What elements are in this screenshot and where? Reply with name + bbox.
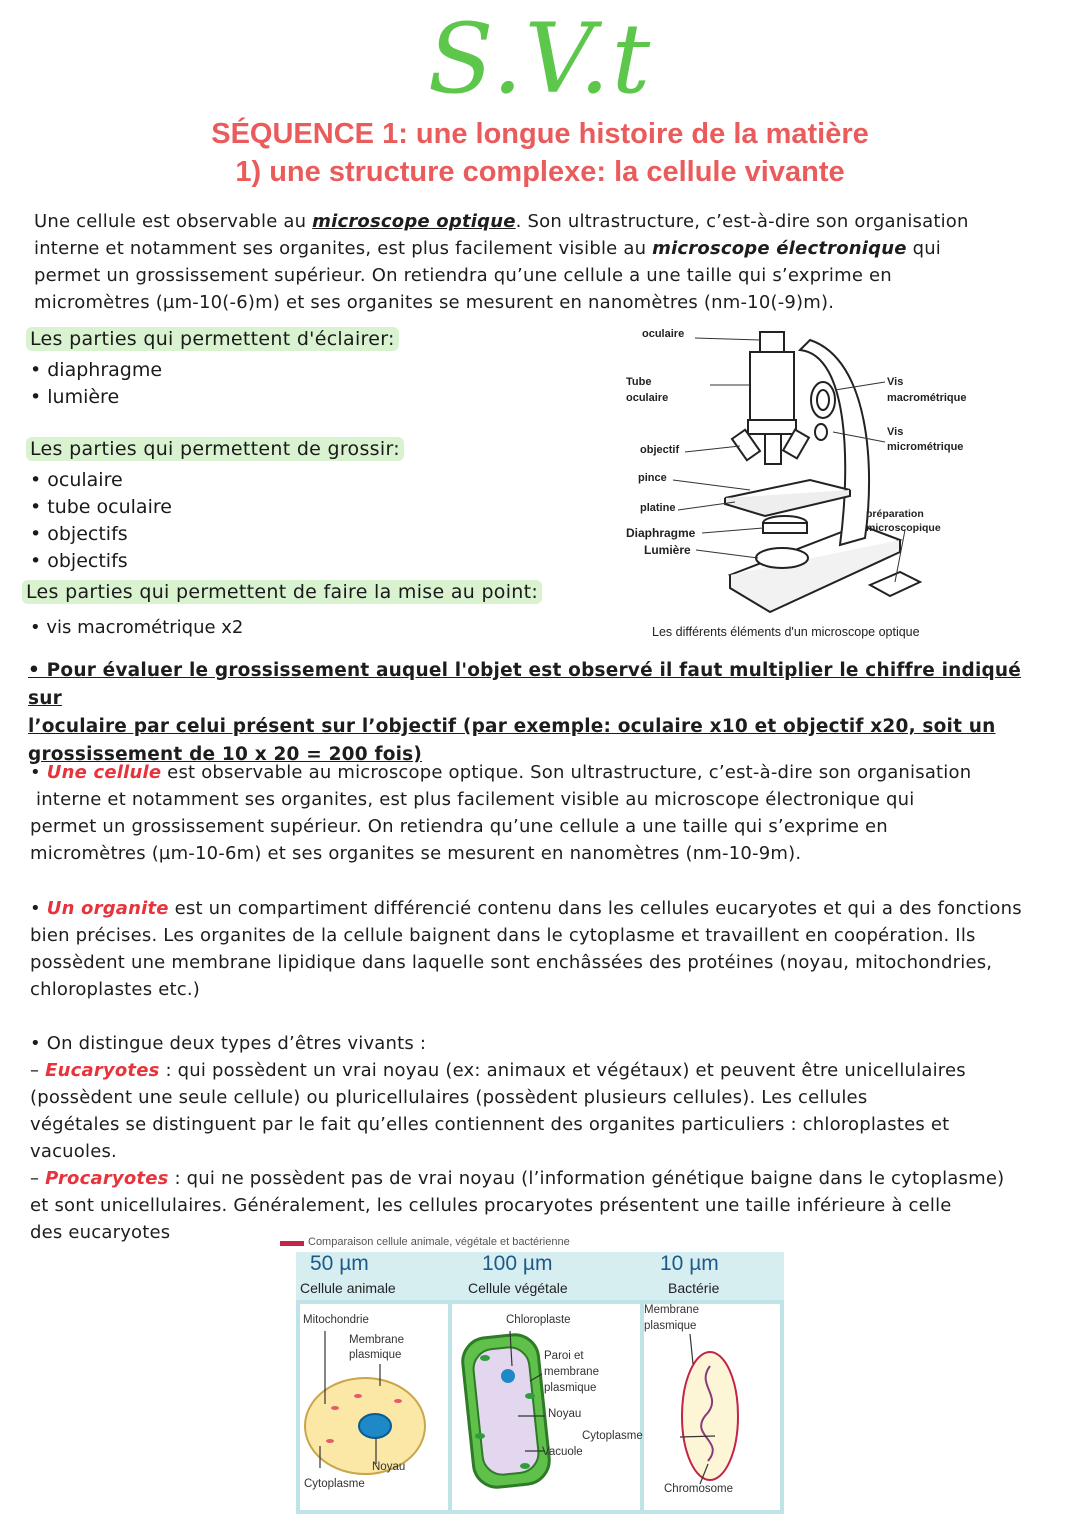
micro-knob xyxy=(815,424,827,440)
types-intro: • On distingue deux types d’êtres vivants : xyxy=(30,1033,427,1054)
label-chloroplaste: Chloroplaste xyxy=(506,1314,571,1326)
microscope-figure xyxy=(600,320,1020,620)
cellule-paragraph xyxy=(30,759,1070,867)
chloroplast xyxy=(520,1463,530,1469)
list-item-text: diaphragme xyxy=(47,359,163,381)
nosepiece xyxy=(748,420,796,434)
eucaryotes-line: vacuoles. xyxy=(30,1141,117,1162)
light-parts-heading xyxy=(26,328,399,350)
eucaryotes-term: Eucaryotes xyxy=(45,1060,160,1081)
chloroplast xyxy=(480,1355,490,1361)
microscope-optique-term: microscope optique xyxy=(312,211,516,232)
procaryotes-line: – Procaryotes : qui ne possèdent pas de vrai noyau (l’information génétique baigne dans le cytoplasme) xyxy=(30,1168,1005,1189)
organite-line: possèdent une membrane lipidique dans laquelle sont enchâssées des protéines (noyau, mitochondries, xyxy=(30,952,993,973)
label-vacuole: Vacuole xyxy=(542,1446,583,1458)
label-oculaire: oculaire xyxy=(642,328,685,340)
list-item: • tube oculaire xyxy=(30,496,172,518)
list-item: • objectifs xyxy=(30,550,128,572)
list-item-text: tube oculaire xyxy=(47,496,172,518)
label-cytoplasme-bact: Cytoplasme xyxy=(582,1430,643,1442)
intro-line: permet un grossissement supérieur. On retiendra qu’une cellule a une taille qui s’exprime en xyxy=(34,265,892,286)
animal-cell-title: Cellule animale xyxy=(300,1280,396,1296)
label-plasmique-bact: plasmique xyxy=(644,1320,697,1332)
eucaryotes-text: : qui possèdent un vrai noyau (ex: animaux et végétaux) et peuvent être unicellulaires xyxy=(159,1060,966,1081)
grossissement-line: grossissement de 10 x 20 = 200 fois) xyxy=(28,744,423,765)
label-preparation: préparation xyxy=(866,508,924,520)
types-paragraph xyxy=(30,1030,1075,1246)
bacteria-title: Bactérie xyxy=(668,1280,720,1296)
procaryotes-text: : qui ne possèdent pas de vrai noyau (l’information génétique baigne dans le cytoplasme) xyxy=(168,1168,1005,1189)
plant-cell-title: Cellule végétale xyxy=(468,1280,568,1296)
intro-text: Une cellule est observable au xyxy=(34,211,313,232)
label-microscopique: microscopique xyxy=(866,522,941,534)
label-chromosome: Chromosome xyxy=(664,1483,734,1495)
label-noyau-plant: Noyau xyxy=(548,1408,582,1420)
condenser-body xyxy=(763,523,807,533)
eucaryotes-line: végétales se distinguent par le fait qu’elles contiennent des organites particuliers : chloroplastes et xyxy=(30,1114,950,1135)
intro-line xyxy=(34,235,1054,262)
intro-text: . Son ultrastructure, c’est-à-dire son organisation xyxy=(515,211,969,232)
label-plasmique-animal: plasmique xyxy=(349,1349,402,1361)
plant-size: 100 µm xyxy=(482,1252,553,1275)
lamp xyxy=(756,548,808,568)
label-paroi: Paroi et xyxy=(544,1350,584,1362)
label-plasmique-plant: plasmique xyxy=(544,1382,597,1394)
label-macrometrique: macrométrique xyxy=(887,392,967,404)
microscope-arm xyxy=(800,340,869,545)
label-membrane-plant: membrane xyxy=(544,1366,599,1378)
magnify-parts-heading xyxy=(26,438,404,460)
label-cytoplasme-animal: Cytoplasme xyxy=(304,1478,365,1490)
list-item: • lumière xyxy=(30,386,120,408)
mitochondria xyxy=(331,1406,339,1410)
intro-text: qui xyxy=(906,238,942,259)
light-parts-title: Les parties qui permettent d'éclairer: xyxy=(26,327,399,351)
focus-parts-list xyxy=(30,614,243,641)
label-platine: platine xyxy=(640,502,676,514)
list-item-text: lumière xyxy=(47,386,120,408)
organite-text: est un compartiment différencié contenu dans les cellules eucaryotes et qui a des fonctions xyxy=(168,898,1022,919)
intro-paragraph xyxy=(34,208,1054,316)
cellule-text: est observable au microscope optique. Son ultrastructure, c’est-à-dire son organisation xyxy=(161,762,972,783)
brand-title: S.V.t xyxy=(427,3,653,115)
label-objectif: objectif xyxy=(640,444,680,456)
sequence-title: SÉQUENCE 1: une longue histoire de la matière xyxy=(211,118,869,150)
light-parts-list xyxy=(30,357,162,411)
list-item: • oculaire xyxy=(30,469,123,491)
cellule-line: permet un grossissement supérieur. On retiendra qu’une cellule a une taille qui s’exprime en xyxy=(30,816,888,837)
list-item-text: oculaire xyxy=(47,469,123,491)
macro-knob-inner xyxy=(817,390,829,410)
cellule-line: micromètres (µm-10-6m) et ses organites se mesurent en nanomètres (nm-10-9m). xyxy=(30,843,802,864)
procaryotes-line: des eucaryotes xyxy=(30,1222,171,1243)
bacteria-shape xyxy=(682,1352,738,1480)
procaryotes-line: et sont unicellulaires. Généralement, les cellules procaryotes présentent une taille inférieure à celle xyxy=(30,1195,952,1216)
organite-line: • Un organite est un compartiment différencié contenu dans les cellules eucaryotes et qui a des fonctions xyxy=(30,898,1022,919)
magnify-parts-list xyxy=(30,467,172,575)
cells-drawing xyxy=(280,1236,790,1516)
focus-parts-heading xyxy=(22,581,542,603)
label-vis-macro: Vis xyxy=(887,376,904,388)
magnify-parts-title: Les parties qui permettent de grossir: xyxy=(26,437,404,461)
label-diaphragme: Diaphragme xyxy=(626,526,696,540)
microscope-caption: Les différents éléments d'un microscope optique xyxy=(652,625,920,639)
objective-mid xyxy=(765,434,781,464)
animal-nucleus xyxy=(359,1414,391,1438)
label-membrane-bact: Membrane xyxy=(644,1304,699,1316)
eucaryotes-line: – Eucaryotes : qui possèdent un vrai noyau (ex: animaux et végétaux) et peuvent être unicellulaires xyxy=(30,1060,966,1081)
label-lumiere: Lumière xyxy=(644,543,691,557)
list-item-text: objectifs xyxy=(47,523,128,545)
list-item: • objectifs xyxy=(30,523,128,545)
procaryotes-term: Procaryotes xyxy=(45,1168,169,1189)
plant-vacuole xyxy=(472,1345,541,1476)
label-vis-micro: Vis xyxy=(887,426,904,438)
label-noyau-animal: Noyau xyxy=(372,1461,406,1473)
cellule-term: Une cellule xyxy=(46,762,162,783)
cellule-line: • Une cellule est observable au microscope optique. Son ultrastructure, c’est-à-dire son organisation xyxy=(30,762,972,783)
organite-line: bien précises. Les organites de la cellule baignent dans le cytoplasme et travaillent en coopération. Ils xyxy=(30,925,976,946)
grossissement-line: l’oculaire par celui présent sur l’objectif (par exemple: oculaire x10 et objectif x20, soit un xyxy=(28,716,996,737)
intro-line xyxy=(34,208,1054,235)
intro-line: micromètres (µm-10(-6)m) et ses organites se mesurent en nanomètres (nm-10(-9)m). xyxy=(34,292,835,313)
list-item: • vis macrométrique x2 xyxy=(30,617,244,638)
mitochondria xyxy=(326,1439,334,1443)
microscope-drawing xyxy=(600,320,1020,620)
eyepiece xyxy=(760,332,784,352)
bacteria-size: 10 µm xyxy=(660,1252,719,1275)
list-item-text: vis macrométrique x2 xyxy=(46,617,244,638)
label-membrane-animal: Membrane xyxy=(349,1334,404,1346)
organite-line: chloroplastes etc.) xyxy=(30,979,200,1000)
label-tube-oculaire: oculaire xyxy=(626,392,669,404)
organite-paragraph xyxy=(30,895,1075,1003)
chloroplast xyxy=(475,1433,485,1439)
cells-comparison-figure xyxy=(280,1236,790,1516)
label-mitochondrie: Mitochondrie xyxy=(303,1314,369,1326)
microscope-electronique-term: microscope électronique xyxy=(652,238,907,259)
cellule-line: interne et notamment ses organites, est plus facilement visible au microscope électronique qui xyxy=(36,789,915,810)
label-tube: Tube xyxy=(626,376,652,388)
ocular-tube xyxy=(750,352,794,422)
grossissement-paragraph xyxy=(28,657,1058,769)
organite-term: Un organite xyxy=(46,898,169,919)
slide xyxy=(870,572,920,596)
intro-text: interne et notamment ses organites, est plus facilement visible au xyxy=(34,238,653,259)
section-title: 1) une structure complexe: la cellule vivante xyxy=(235,156,845,188)
label-micrometrique: micrométrique xyxy=(887,441,964,453)
plant-nucleus xyxy=(501,1369,515,1383)
list-item: • diaphragme xyxy=(30,359,163,381)
mitochondria xyxy=(394,1399,402,1403)
cells-figure-title: Comparaison cellule animale, végétale et bactérienne xyxy=(308,1236,570,1248)
grossissement-line: • Pour évaluer le grossissement auquel l'objet est observé il faut multiplier le chiffre indiqué sur xyxy=(28,660,1022,709)
animal-size: 50 µm xyxy=(310,1252,369,1275)
label-pince: pince xyxy=(638,472,667,484)
mitochondria xyxy=(354,1394,362,1398)
focus-parts-title: Les parties qui permettent de faire la mise au point: xyxy=(22,580,542,604)
chloroplast xyxy=(525,1393,535,1399)
list-item-text: objectifs xyxy=(47,550,128,572)
eucaryotes-line: (possèdent une seule cellule) ou pluricellulaires (possèdent plusieurs cellules). Les cellules xyxy=(30,1087,868,1108)
